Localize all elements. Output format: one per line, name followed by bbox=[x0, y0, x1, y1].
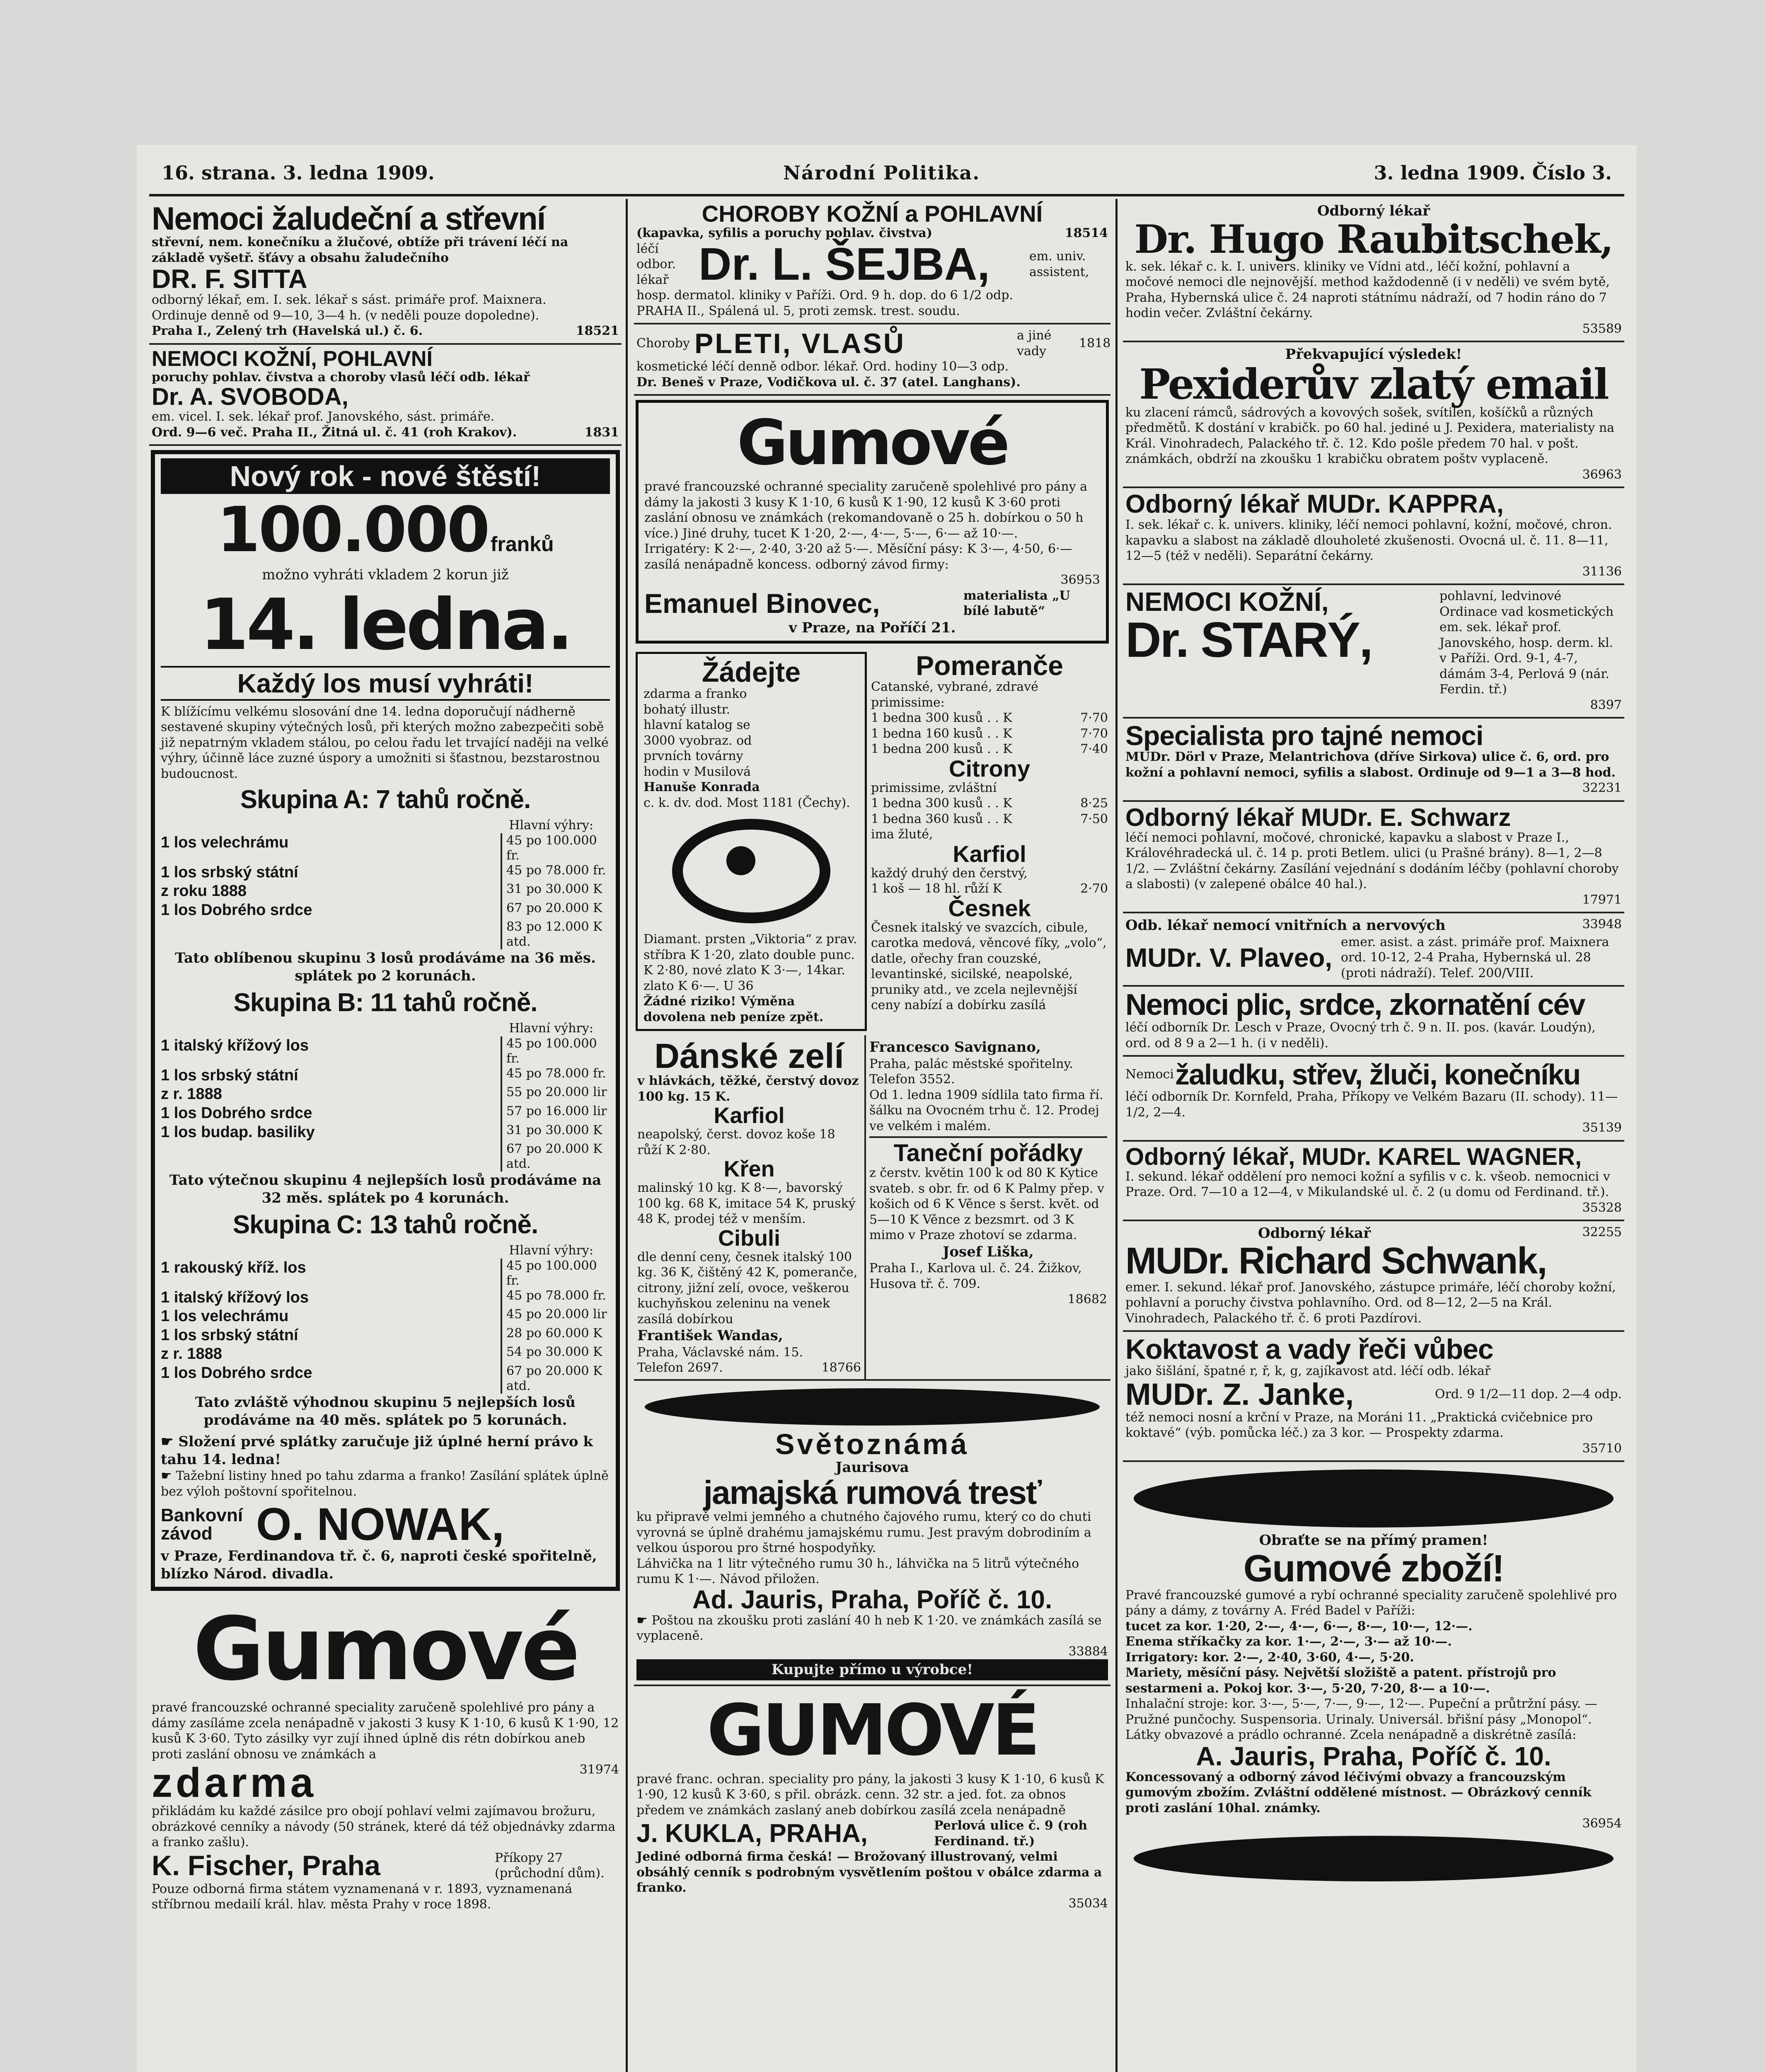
prize-item: 1 rakouský kříž. los bbox=[161, 1259, 306, 1276]
group-c-header: Hlavní výhry: bbox=[509, 1243, 593, 1258]
ad-zeli-t3: dle denní ceny, česnek italský 100 kg. 36 K, čištěný 42 K, pomeranče, citrony, jižní zelí, ovoce, veškerou kuchyňskou zeleninu na venek zasílá dobírkou bbox=[637, 1249, 858, 1326]
ad-fruit-title1: Pomeranče bbox=[916, 650, 1063, 681]
ad-jauris-title: Světoznámá bbox=[775, 1428, 970, 1460]
prize-value: 28 po 60.000 K bbox=[501, 1326, 610, 1345]
prize-value: 45 po 100.000 fr. bbox=[501, 833, 610, 863]
decorative-ellipse bbox=[1134, 1469, 1614, 1527]
ad-sitta-line1: střevní, nem. konečníku a žlučové, obtíže při trávení léčí na základě vyšetř. šťávy a obsahu žaludečního bbox=[152, 235, 569, 265]
ad-stary-side2: em. sek. lékař prof. Janovského, hosp. derm. kl. v Paříži. Ord. 9-1, 4-7, dámám 3-4, Perlová 9 (nár. Ferdin. tř.) bbox=[1439, 620, 1614, 697]
prize-item: 1 los srbský státní bbox=[161, 1066, 298, 1084]
ad-binovec-note: materialista „U bílé labutě“ bbox=[963, 588, 1070, 618]
ad-zeli-title: Dánské zelí bbox=[654, 1036, 844, 1075]
ad-janke-title: Koktavost a vady řeči vůbec bbox=[1125, 1334, 1493, 1365]
ad-lottery-nowak bbox=[151, 450, 620, 1591]
ad-sejba-line1: hosp. dermatol. kliniky v Paříži. Ord. 9 h. dop. do 6 1/2 odp. bbox=[636, 288, 1014, 303]
ad-plaveo-code: 33948 bbox=[1582, 917, 1622, 932]
ad-raubitschek-name: Dr. Hugo Raubitschek, bbox=[1134, 216, 1613, 262]
fruit-item: 1 koš — 18 hl. růží K bbox=[871, 881, 1002, 896]
column-rule-1 bbox=[626, 199, 628, 2072]
ad-savignano-line2: Od 1. ledna 1909 sídlila tato firma ří. šálku na Ovocném trhu č. 12. Prodej ve velkém i malém. bbox=[869, 1087, 1107, 1138]
ad-fruit-title3: Karfiol bbox=[953, 840, 1026, 867]
ad-sejba-name: Dr. L. ŠEJBA, bbox=[699, 238, 990, 290]
ad-zeli-k3: Cibuli bbox=[718, 1225, 780, 1251]
ad-jauris-firm: Ad. Jauris, Praha, Poříč č. 10. bbox=[692, 1585, 1052, 1614]
ad-zeli bbox=[634, 1035, 866, 1379]
ad-benes-code: 1818 bbox=[1079, 336, 1110, 351]
fruit-price: 7·70 bbox=[1080, 726, 1108, 741]
fruit-item: 1 bedna 160 kusů . . K bbox=[871, 726, 1012, 741]
group-b-note: Tato výtečnou skupinu 4 nejlepších losů prodáváme na 32 měs. splátek po 4 korunách. bbox=[169, 1172, 602, 1206]
fruit-item: 1 bedna 360 kusů . . K bbox=[871, 811, 1012, 826]
ad-wagner-code: 35328 bbox=[1582, 1200, 1622, 1215]
page-header bbox=[162, 162, 1612, 191]
ad-jauris-rubber bbox=[1123, 1462, 1624, 1890]
ad-stary-code: 8397 bbox=[1590, 697, 1622, 712]
lottery-group-c bbox=[161, 1210, 610, 1429]
ad-zeli-tel: Telefon 2697. bbox=[637, 1360, 723, 1375]
ad-sejba-line2: PRAHA II., Spálená ul. 5, proti zemsk. trest. soudu. bbox=[636, 303, 960, 318]
ad-kukla-address: Perlová ulice č. 9 (roh Ferdinand. tř.) bbox=[934, 1818, 1088, 1849]
ad-kappra bbox=[1123, 488, 1624, 585]
ad-fruit-title4: Česnek bbox=[948, 895, 1031, 921]
prize-item: 1 italský křížový los bbox=[161, 1036, 309, 1054]
ad-sejba-cred: em. univ. assistent, bbox=[1029, 249, 1089, 279]
ad-janke-name: MUDr. Z. Janke, bbox=[1125, 1377, 1354, 1411]
bank-address: v Praze, Ferdinandova tř. č. 6, naproti české spořitelně, blízko Národ. divadla. bbox=[161, 1548, 597, 1582]
prize-item: z r. 1888 bbox=[161, 1085, 222, 1103]
ad-svoboda-code: 1831 bbox=[584, 425, 619, 440]
ad-sitta-title: Nemoci žaludeční a střevní bbox=[152, 200, 545, 237]
ad-schwarz bbox=[1123, 802, 1624, 914]
prize-item: 1 los Dobrého srdce bbox=[161, 1104, 312, 1122]
ad-sitta-line2: odborný lékař, em. I. sek. lékař s sást. primáře prof. Maixnera. bbox=[152, 293, 547, 307]
ad-sitta bbox=[149, 199, 622, 345]
ad-sejba-label: léčí odbor. lékař bbox=[636, 241, 676, 287]
row-zeli-savignano bbox=[634, 1035, 1110, 1381]
ad-jauris-code: 33884 bbox=[1068, 1644, 1108, 1659]
ad-stary-title: NEMOCI KOŽNÍ, bbox=[1125, 587, 1329, 617]
fruit-price: 8·25 bbox=[1080, 796, 1108, 811]
prize-value: 83 po 12.000 K atd. bbox=[501, 920, 610, 949]
ad-raubitschek-code: 53589 bbox=[1582, 321, 1622, 336]
ad-jauris-text3 bbox=[636, 1613, 1108, 1644]
fruit-item: 1 bedna 300 kusů . . K bbox=[871, 796, 1012, 811]
ad-fruit-title2: Citrony bbox=[949, 755, 1030, 782]
ad-zeli-t2: malinský 10 kg. K 8·—, bavorský 100 kg. 68 K, imitace 54 K, pruský 48 K, prodej též v menším. bbox=[637, 1181, 856, 1226]
ad-sitta-address: Praha I., Zelený trh (Havelská ul.) č. 6. bbox=[152, 324, 423, 338]
ad-jauris-buy: Kupujte přímo u výrobce! bbox=[636, 1659, 1108, 1680]
ad-kukla-text: pravé franc. ochran. speciality pro pány, la jakosti 3 kusy K 1·10, 6 kusů K 1·90, 12 kusů K 3·60, s přil. obrázk. cenn. 32 str. a jed. fot. za obnos předem ve známkách zaslaný aneb dobírkou zasílá zcela nenápadně bbox=[636, 1772, 1104, 1818]
lottery-notice-2-text: Tažební listiny hned po tahu zdarma a franko! Zasílání splátek úplně bez výloh poštovní spořitelnou. bbox=[161, 1469, 609, 1499]
ad-pexider-text: ku zlacení rámců, sádrových a kovových sošek, svítilen, košíčků a různých předmětů. K dostání v krabičk. po 60 hal. jediné u J. Pexidera, materialisty na Král. Vinohradech, Palackého tř. č. 12. Kdo pošle předem 70 hal. v pošt. známkách, obdrží na zkoušku 1 krabičku obratem poštv vyplaceně. bbox=[1125, 405, 1615, 466]
group-a-note: Tato oblíbenou skupinu 3 losů prodáváme na 36 měs. splátek po 2 korunách. bbox=[175, 950, 596, 984]
ad-kornfeld bbox=[1123, 1057, 1624, 1142]
ad-janke-text2: též nemoci nosní a krční v Praze, na Moráni 11. „Praktická cvičebnice pro koktavé“ (výb. pomůcka léč.) za 3 kor. — Prospekty zdarma. bbox=[1125, 1410, 1593, 1440]
prize-item: 1 los velechrámu bbox=[161, 1307, 289, 1325]
ad-binovec-code: 36953 bbox=[1060, 573, 1100, 587]
ad-specialista-text: MUDr. Dörl v Praze, Melantrichova (dříve Sirkova) ulice č. 6, ord. pro kožní a pohlavní nemoci, syfilis a slabost. Ordinuje od 9—1 a 3—8 hod. bbox=[1125, 750, 1616, 780]
ad-benes bbox=[634, 324, 1110, 396]
ad-savignano-liska bbox=[866, 1035, 1110, 1379]
ad-jauris-rubber-line2: Enema stříkačky za kor. 1·—, 2·—, 3·— až 10·—. bbox=[1125, 1634, 1452, 1649]
prize-value: 31 po 30.000 K bbox=[501, 1123, 610, 1142]
lottery-notice-1 bbox=[161, 1433, 610, 1468]
ad-jauris-rum bbox=[634, 1381, 1110, 1686]
ad-sejba-title: CHOROBY KOŽNÍ a POHLAVNÍ bbox=[702, 201, 1043, 227]
prize-value: 67 po 20.000 K bbox=[501, 901, 610, 920]
ad-jauris-rubber-code: 36954 bbox=[1582, 1816, 1622, 1831]
column-2 bbox=[634, 199, 1110, 2072]
ad-lesch bbox=[1123, 987, 1624, 1057]
ad-liska-title: Taneční pořádky bbox=[893, 1140, 1083, 1167]
ad-fischer-name: K. Fischer, Praha bbox=[152, 1850, 380, 1882]
ad-kukla-title: GUMOVÉ bbox=[706, 1689, 1038, 1772]
ad-liska-name: Josef Liška, bbox=[943, 1243, 1034, 1260]
ad-sejba bbox=[634, 199, 1110, 324]
ad-kukla-code: 35034 bbox=[1068, 1896, 1108, 1911]
lottery-slogan: Každý los musí vyhráti! bbox=[161, 666, 610, 701]
fruit-price: 7·50 bbox=[1080, 811, 1108, 826]
ad-zeli-k2: Křen bbox=[723, 1157, 775, 1181]
ad-stary-name: Dr. STARÝ, bbox=[1125, 612, 1372, 668]
ad-binovec-text2: Irrigatéry: K 2·—, 2·40, 3·20 až 5·—. Měsíční pásy: K 3·—, 4·50, 6·— zasílá nenápadně koncess. odborný závod firmy: bbox=[644, 542, 1072, 572]
ad-jauris-text2: Láhvička na 1 litr výtečného rumu 30 h., láhvička na 5 litrů výtečného rumu K 1·—. Návod přiložen. bbox=[636, 1556, 1079, 1586]
ad-svoboda-line2: em. vicel. I. sek. lékař prof. Janovského, sást. primáře. bbox=[152, 409, 495, 424]
ad-jauris-text3-body: Poštou na zkoušku proti zaslání 40 h neb K 1·20. ve známkách zasílá se vyplaceně. bbox=[636, 1613, 1102, 1643]
ad-zeli-name: František Wandas, bbox=[637, 1327, 783, 1344]
prize-item bbox=[161, 920, 501, 949]
prize-value: 45 po 20.000 lir bbox=[501, 1307, 610, 1326]
ad-fruit-text4: Česnek italský ve svazcích, cibule, carotka medová, věncové fíky, „volo“, datle, ořechy fran couzské, levantinské, sicilské, neapolské, pruniky atd., ve zcela nejlevnější ceny nabízí a dobírku zasílá bbox=[871, 920, 1107, 1012]
ad-schwank bbox=[1123, 1221, 1624, 1332]
ad-liska-code: 18682 bbox=[1067, 1292, 1107, 1307]
group-b-title: Skupina B: 11 tahů ročně. bbox=[233, 988, 537, 1017]
ad-wagner-text: I. sekund. lékař oddělení pro nemoci kožní a syfilis v c. k. všeob. nemocnici v Praze. Ord. 7—10 a 12—4, v Mikulandské ul. č. 2 (u domu od Ferdinand. tř.). bbox=[1125, 1169, 1610, 1199]
lottery-notice-1-text: Složení prvé splátky zaručuje již úplné herní právo k tahu 14. ledna! bbox=[161, 1433, 593, 1468]
row-konrad-wandas bbox=[634, 648, 1110, 1035]
ad-lesch-title: Nemoci plic, srdce, zkornatění cév bbox=[1125, 988, 1585, 1021]
prize-item: 1 los srbský státní bbox=[161, 1326, 298, 1344]
ad-fischer-title: Gumové bbox=[193, 1598, 578, 1700]
ad-jauris-text: ku připravě velmi jemného a chutného čajového rumu, který co do chuti vyrovná se úplně drahému jamajskému rumu. Jest pravým dobrodiním a velkou úsporou pro štrné hospodyňky. bbox=[636, 1510, 1091, 1555]
ad-fruit-text2b: ima žluté, bbox=[871, 827, 933, 842]
ad-binovec-text: pravé francouzské ochranné speciality zaručeně spolehlivé pro pány a dámy la jakosti 3 kusy K 1·10, 6 kusů K 1·90, 12 kusů K 3·60 proti zaslání obnosu ve známkách (rekomandovaně o 25 h. dobírkou o 50 h více.) Jiné druhy, tucet K 1·20, 2·—, 4·—, 5·—, 6·— až 10·—. bbox=[644, 479, 1088, 541]
ad-liska-address: Praha I., Karlova ul. č. 24. Žižkov, Husova tř. č. 709. bbox=[869, 1261, 1082, 1291]
pointing-hand-icon: ☛ bbox=[636, 1613, 652, 1628]
ad-benes-line1: kosmetické léčí denně odbor. lékař. Ord. hodiny 10—3 odp. bbox=[636, 359, 1009, 374]
ad-konrad-note: Žádné riziko! Výměna dovolena neb peníze zpět. bbox=[644, 994, 824, 1024]
lottery-group-a bbox=[161, 785, 610, 985]
ad-fruit-text2: primissime, zvláštní bbox=[871, 780, 997, 795]
ad-kappra-code: 31136 bbox=[1582, 564, 1622, 579]
ad-konrad-name: Hanuše Konrada bbox=[644, 780, 760, 794]
ad-janke bbox=[1123, 1332, 1624, 1462]
pointing-hand-icon: ☛ bbox=[161, 1469, 176, 1484]
ad-fischer-text1: pravé francouzské ochranné speciality zaručeně spolehlivé pro pány a dámy zasíláme zcela nenápadně v jakosti 3 kusy K 1·10, 6 kusů K 1·90, 12 kusů K 3·60. Tyto zásilky vyr zují ihned úplně dis rétn dobírkou aneb proti zaslání obnosu ve známkách a bbox=[152, 1700, 619, 1762]
ad-savignano-name: Francesco Savignano, bbox=[869, 1039, 1041, 1055]
ad-plaveo-top: Odb. lékař nemocí vnitřních a nervových bbox=[1125, 917, 1446, 934]
group-a-header: Hlavní výhry: bbox=[509, 818, 593, 833]
column-rule-2 bbox=[1115, 199, 1118, 2072]
ad-konrad bbox=[636, 652, 867, 1031]
lottery-group-b bbox=[161, 988, 610, 1207]
ad-pexider-code: 36963 bbox=[1582, 467, 1622, 482]
prize-value: 45 po 78.000 fr. bbox=[501, 1066, 610, 1085]
ring-illustration bbox=[672, 819, 830, 923]
fruit-price: 7·40 bbox=[1080, 742, 1108, 756]
ad-konrad-ring-text: Diamant. prsten „Viktoria“ z prav. stříbra K 1·20, zlato double punc. K 2·80, nové zlato K 3·—, 14kar. zlato K 6·—. U 36 bbox=[644, 932, 857, 993]
fruit-price: 7·70 bbox=[1080, 711, 1108, 725]
ad-kukla-text2: Jediné odborná firma česká! — Brožovaný illustrovaný, velmi obsáhlý cenník s podrobným vysvětlením poštou v obálce zdarma a franko. bbox=[636, 1849, 1102, 1895]
ad-binovec-title: Gumové bbox=[737, 407, 1008, 479]
ad-fruit-text3: každý druhý den čerstvý, bbox=[871, 866, 1028, 881]
bank-name: O. NOWAK, bbox=[256, 1499, 504, 1550]
fruit-item: 1 bedna 300 kusů . . K bbox=[871, 711, 1012, 725]
ad-plaveo-name: MUDr. V. Plaveo, bbox=[1125, 942, 1333, 973]
ad-jauris-rubber-line3: Irrigatory: kor. 2·—, 2·40, 3·60, 4·—, 5·20. bbox=[1125, 1650, 1414, 1665]
ad-jauris-rubber-title: Gumové zboží! bbox=[1243, 1547, 1504, 1590]
ad-specialista-title: Specialista pro tajné nemoci bbox=[1125, 720, 1483, 751]
ad-binovec bbox=[636, 400, 1109, 644]
prize-item: z roku 1888 bbox=[161, 882, 247, 900]
ad-binovec-address: v Praze, na Poříčí 21. bbox=[789, 619, 956, 636]
ad-schwank-code: 32255 bbox=[1582, 1225, 1622, 1239]
ad-schwarz-name: Odborný lékař MUDr. E. Schwarz bbox=[1125, 803, 1511, 831]
ad-fischer-text3: Pouze odborná firma státem vyznamenaná v r. 1893, vyznamenaná stříbrnou medailí král. hlav. města Prahy v roce 1898. bbox=[152, 1881, 573, 1912]
ad-fischer-zdarma: zdarma bbox=[152, 1760, 317, 1806]
ad-raubitschek-text: k. sek. lékař c. k. I. univers. kliniky ve Vídni atd., léčí kožní, pohlavní a močové nemoci dle nejnovější. method každodenně (i v neděli) ve svém bytě, Praha, Hybernská ulice č. 24 naproti státnímu nádraží, od 7 hodin ráno do 7 hodin večer. Zvláštní čekárny. bbox=[1125, 259, 1610, 320]
ad-schwank-name: MUDr. Richard Schwank, bbox=[1125, 1240, 1547, 1282]
ad-kukla-name: J. KUKLA, PRAHA, bbox=[636, 1819, 868, 1848]
group-b-header: Hlavní výhry: bbox=[509, 1021, 593, 1036]
ad-jauris-rubber-text2: Koncessovaný a odborný závod léčivými obvazy a francouzským gumovým zbožím. Zvláštní oddělené místnost. — Obrázkový cenník proti zaslání 10hal. známky. bbox=[1125, 1769, 1592, 1815]
prize-item bbox=[161, 1142, 501, 1172]
decorative-ellipse bbox=[1134, 1836, 1614, 1881]
ad-benes-title: PLETI, VLASŮ bbox=[694, 327, 905, 359]
prize-item: 1 los Dobrého srdce bbox=[161, 901, 312, 919]
prize-value: 57 po 16.000 lir bbox=[501, 1104, 610, 1123]
ad-zeli-text1: v hlávkách, těžké, čerstvý dovoz 100 kg. 15 K. bbox=[637, 1074, 859, 1104]
prize-value: 45 po 78.000 fr. bbox=[501, 1288, 610, 1307]
ad-jauris-rubber-line4: Mariety, měsíční pásy. Největší složiště a patent. přístrojů pro sestarmeni a. Pokoj kor. 3·—, 5·20, 7·20, 8·— a 10·—. bbox=[1125, 1665, 1556, 1696]
ad-fischer bbox=[149, 1595, 622, 1917]
ad-stary-side: pohlavní, ledvinové Ordinace vad kosmetických bbox=[1439, 589, 1614, 619]
ad-fischer-code: 31974 bbox=[579, 1762, 619, 1777]
ad-benes-pre: Choroby bbox=[636, 336, 690, 351]
ad-zeli-t1: neapolský, čerst. dovoz koše 18 růží K 2·80. bbox=[637, 1127, 835, 1157]
ad-sejba-code: 18514 bbox=[1064, 226, 1108, 240]
ad-schwank-text: emer. I. sekund. lékař prof. Janovského, zástupce primáře, léčí choroby kožní, pohlavní a poruchy čivstva pohlavního. Ord. od 8—12, 2—5 na Král. Vinohradech, Palackého tř. č. 6 proti Pazdírovi. bbox=[1125, 1280, 1616, 1326]
column-3 bbox=[1123, 199, 1624, 2072]
ad-jauris-rubber-firm: A. Jauris, Praha, Poříč č. 10. bbox=[1196, 1741, 1551, 1771]
lottery-date: 14. ledna. bbox=[200, 583, 571, 666]
prize-item: 1 los Dobrého srdce bbox=[161, 1364, 312, 1382]
header-left: 16. strana. 3. ledna 1909. bbox=[162, 162, 435, 184]
ad-sejba-sub: (kapavka, syfilis a poruchy pohlav. čivstva) bbox=[636, 226, 932, 240]
ad-lesch-text: léčí odborník Dr. Lesch v Praze, Ovocný trh č. 9 n. II. pos. (kavár. Loudýn), ord. od 8 9 a 2—1 h. (i v neděli). bbox=[1125, 1020, 1596, 1051]
ad-zeli-k1: Karfiol bbox=[714, 1103, 785, 1128]
ad-wagner-name: Odborný lékař, MUDr. KAREL WAGNER, bbox=[1125, 1143, 1582, 1170]
prize-value: 67 po 20.000 K atd. bbox=[501, 1364, 610, 1394]
prize-item: 1 los srbský státní bbox=[161, 863, 298, 881]
lottery-win-line: možno vyhráti vkladem 2 korun již bbox=[262, 566, 509, 583]
prize-value: 45 po 100.000 fr. bbox=[501, 1036, 610, 1066]
ad-fruit bbox=[868, 648, 1110, 1035]
ad-janke-ord: Ord. 9 1/2—11 dop. 2—4 odp. bbox=[1435, 1387, 1622, 1402]
ad-kappra-name: Odborný lékař MUDr. KAPPRA, bbox=[1125, 490, 1504, 518]
ad-fischer-text2: přikládám ku každé zásilce pro obojí pohlaví velmi zajímavou brožuru, obrázkové cenníky a návody (50 stránek, které dá též objednávky zdarma a franko zašlu). bbox=[152, 1804, 616, 1850]
ad-sitta-name: DR. F. SITTA bbox=[152, 264, 307, 294]
ad-svoboda-line1: poruchy pohlav. čivstva a choroby vlasů léčí odb. lékař bbox=[152, 370, 530, 385]
ad-svoboda bbox=[149, 345, 622, 446]
ad-binovec-name: Emanuel Binovec, bbox=[644, 588, 880, 619]
lottery-amount: 100.000 bbox=[217, 494, 489, 566]
ad-kornfeld-title: žaludku, střev, žluči, konečníku bbox=[1175, 1058, 1580, 1091]
header-right: 3. ledna 1909. Číslo 3. bbox=[1374, 162, 1612, 184]
fruit-price: 2·70 bbox=[1080, 881, 1108, 896]
prize-item: z r. 1888 bbox=[161, 1345, 222, 1363]
ad-pexider-name: Pexiderův zlatý email bbox=[1139, 359, 1608, 409]
ad-kornfeld-text: léčí odborník Dr. Kornfeld, Praha, Příkopy ve Velkém Bazaru (II. schody). 11—1/2, 2—4. bbox=[1125, 1089, 1618, 1120]
ad-janke-text: jako šišlání, špatné r, ř, k, g, zajíkavost atd. léčí odb. lékař bbox=[1125, 1364, 1491, 1378]
ad-kappra-text: I. sek. lékař c. k. univers. kliniky, léčí nemoci pohlavní, kožní, močové, chron. kapavku a slabost na základě dlouholeté zkušenosti. Ovocná ul. č. 11. 8—11, 12—5 (též v neděli). Separátní čekárny. bbox=[1125, 518, 1612, 563]
ad-raubitschek bbox=[1123, 199, 1624, 342]
ad-pexider-top: Překvapující výsledek! bbox=[1285, 346, 1462, 363]
prize-item: 1 los budap. basiliky bbox=[161, 1123, 315, 1141]
newspaper-page bbox=[137, 145, 1637, 2072]
ad-jauris-rubber-line1: tucet za kor. 1·20, 2·—, 4·—, 6·—, 8·—, 10·—, 12·—. bbox=[1125, 1619, 1473, 1634]
ad-schwank-top: Odborný lékař bbox=[1258, 1225, 1371, 1242]
header-masthead: Národní Politika. bbox=[783, 162, 980, 184]
lottery-headline: Nový rok - nové štěstí! bbox=[161, 458, 610, 494]
ad-jauris-name: jamajská rumová tresť bbox=[703, 1474, 1041, 1511]
ad-kukla bbox=[634, 1686, 1110, 1916]
ad-schwarz-code: 17971 bbox=[1582, 892, 1622, 907]
ad-zeli-address: Praha, Václavské nám. 15. bbox=[637, 1345, 803, 1360]
ad-schwarz-text: léčí nemoci pohlavní, močové, chronické, kapavku a slabost v Praze I., Královéhradecká ul. č. 14 p. proti Betlem. ulici (u Prašné brány). 8—1, 2—8 1/2. — Zvláštní čekárny. Zasílání vejednání s dodáním léčby (pohlavní choroby a slabosti) (v zalepené obálce 40 hal.). bbox=[1125, 830, 1619, 891]
ad-benes-line2: Dr. Beneš v Praze, Vodičkova ul. č. 37 (atel. Langhans). bbox=[636, 375, 1021, 390]
prize-value: 45 po 78.000 fr. bbox=[501, 863, 610, 882]
ad-konrad-address: c. k. dv. dod. Most 1181 (Čechy). bbox=[644, 795, 850, 810]
ad-pexider bbox=[1123, 342, 1624, 488]
ad-svoboda-line3: Ord. 9—6 več. Praha II., Žitná ul. č. 41 (roh Krakov). bbox=[152, 425, 517, 440]
ad-jauris-rubber-text: Pravé francouzské gumové a rybí ochranné speciality zaručeně spolehlivé pro pány a dámy, z továrny A. Fréd Badel v Paříži: bbox=[1125, 1588, 1617, 1618]
group-a-title: Skupina A: 7 tahů ročně. bbox=[240, 785, 531, 814]
group-c-note: Tato zvláště výhodnou skupinu 5 nejlepších losů prodáváme na 40 měs. splátek po 5 korunách. bbox=[195, 1394, 576, 1428]
header-rule bbox=[149, 194, 1624, 196]
group-c-title: Skupina C: 13 tahů ročně. bbox=[232, 1210, 538, 1239]
ad-liska-text: z čerstv. květin 100 k od 80 K Kytice svateb. s obr. fr. od 6 K Palmy přep. v košich od 6 K Věnce s šerst. květ. od 5—10 K Věnce z bezsmrt. od 3 K bbox=[869, 1166, 1104, 1227]
ad-zeli-code: 18766 bbox=[821, 1360, 861, 1375]
ad-jauris-rubber-line5: Inhalační stroje: kor. 3·—, 5·—, 7·—, 9·—, 12·—. Pupeční a průtržní pásy. — Pružné punčochy. Suspensoria. Urinaly. Universál. břišní pásy „Monopol“. Látky obvazové a prádlo ochranné. Zcela nenápadně a diskrétně zasílá: bbox=[1125, 1697, 1597, 1742]
ad-janke-code: 35710 bbox=[1582, 1441, 1622, 1456]
lottery-text: K blížícímu velkému slosování dne 14. ledna doporučují nádherně sestavené skupiny výtečných losů, při kterých možno zabezpečiti sobě již nepatrným vkladem stálou, po celou řadu let trvající naději na velké výhry, účinně láce zuzné úspory a umožniti si šťastnou, bezstarostnou budoucnost. bbox=[161, 704, 609, 781]
ad-plaveo bbox=[1123, 913, 1624, 987]
prize-item: 1 italský křížový los bbox=[161, 1288, 309, 1306]
prize-value: 31 po 30.000 K bbox=[501, 882, 610, 901]
ad-sitta-code: 18521 bbox=[576, 324, 619, 338]
prize-item: 1 los velechrámu bbox=[161, 833, 289, 851]
ad-sitta-line3: Ordinuje denně od 9—10, 3—4 h. (v neděli pouze dopoledne). bbox=[152, 308, 539, 323]
lottery-notice-2 bbox=[161, 1468, 610, 1499]
decorative-ellipse bbox=[645, 1388, 1100, 1426]
prize-value: 55 po 20.000 lir bbox=[501, 1085, 610, 1104]
ad-specialista-code: 32231 bbox=[1582, 781, 1622, 795]
ad-plaveo-text: emer. asist. a zást. primáře prof. Maixnera ord. 10-12, 2-4 Praha, Hybernská ul. 28 (proti nádraží). Telef. 200/VIII. bbox=[1341, 934, 1609, 980]
ad-savignano-line1: Praha, palác městské spořitelny. Telefon 3552. bbox=[869, 1056, 1073, 1087]
ad-raubitschek-top: Odborný lékař bbox=[1317, 203, 1430, 219]
ad-jauris-rubber-banner: Obraťte se na přímý pramen! bbox=[1259, 1532, 1488, 1549]
prize-value: 67 po 20.000 K atd. bbox=[501, 1142, 610, 1172]
lottery-currency: franků bbox=[490, 533, 554, 556]
ad-svoboda-title: NEMOCI KOŽNÍ, POHLAVNÍ bbox=[152, 346, 433, 371]
ad-kornfeld-pre: Nemoci bbox=[1125, 1067, 1174, 1082]
ad-benes-post: a jiné vady bbox=[1017, 328, 1052, 358]
ad-fischer-address: Příkopy 27 (průchodní dům). bbox=[495, 1850, 605, 1881]
prize-value: 54 po 30.000 K bbox=[501, 1345, 610, 1364]
column-1 bbox=[149, 199, 622, 2072]
prize-value: 45 po 100.000 fr. bbox=[501, 1259, 610, 1288]
bank-label: Bankovní závod bbox=[161, 1505, 243, 1544]
ad-kornfeld-code: 35139 bbox=[1582, 1121, 1622, 1135]
ad-konrad-text: zdarma a franko bohatý illustr. hlavní katalog se 3000 vyobraz. od prvních továrny hodin v Musilová bbox=[644, 687, 752, 779]
ad-konrad-title: Žádejte bbox=[702, 656, 801, 688]
ad-wagner bbox=[1123, 1142, 1624, 1222]
ad-specialista bbox=[1123, 719, 1624, 802]
ad-stary bbox=[1123, 585, 1624, 719]
pointing-hand-icon: ☛ bbox=[161, 1433, 179, 1450]
ad-jauris-sub: Jaurisova bbox=[835, 1459, 909, 1476]
fruit-item: 1 bedna 200 kusů . . K bbox=[871, 742, 1012, 756]
ad-fruit-text1: Catanské, vybrané, zdravé primissime: bbox=[871, 680, 1038, 710]
ad-svoboda-name: Dr. A. SVOBODA, bbox=[152, 383, 348, 410]
ad-liska-text2: mimo v Praze zhotoví se zdarma. bbox=[869, 1228, 1077, 1242]
